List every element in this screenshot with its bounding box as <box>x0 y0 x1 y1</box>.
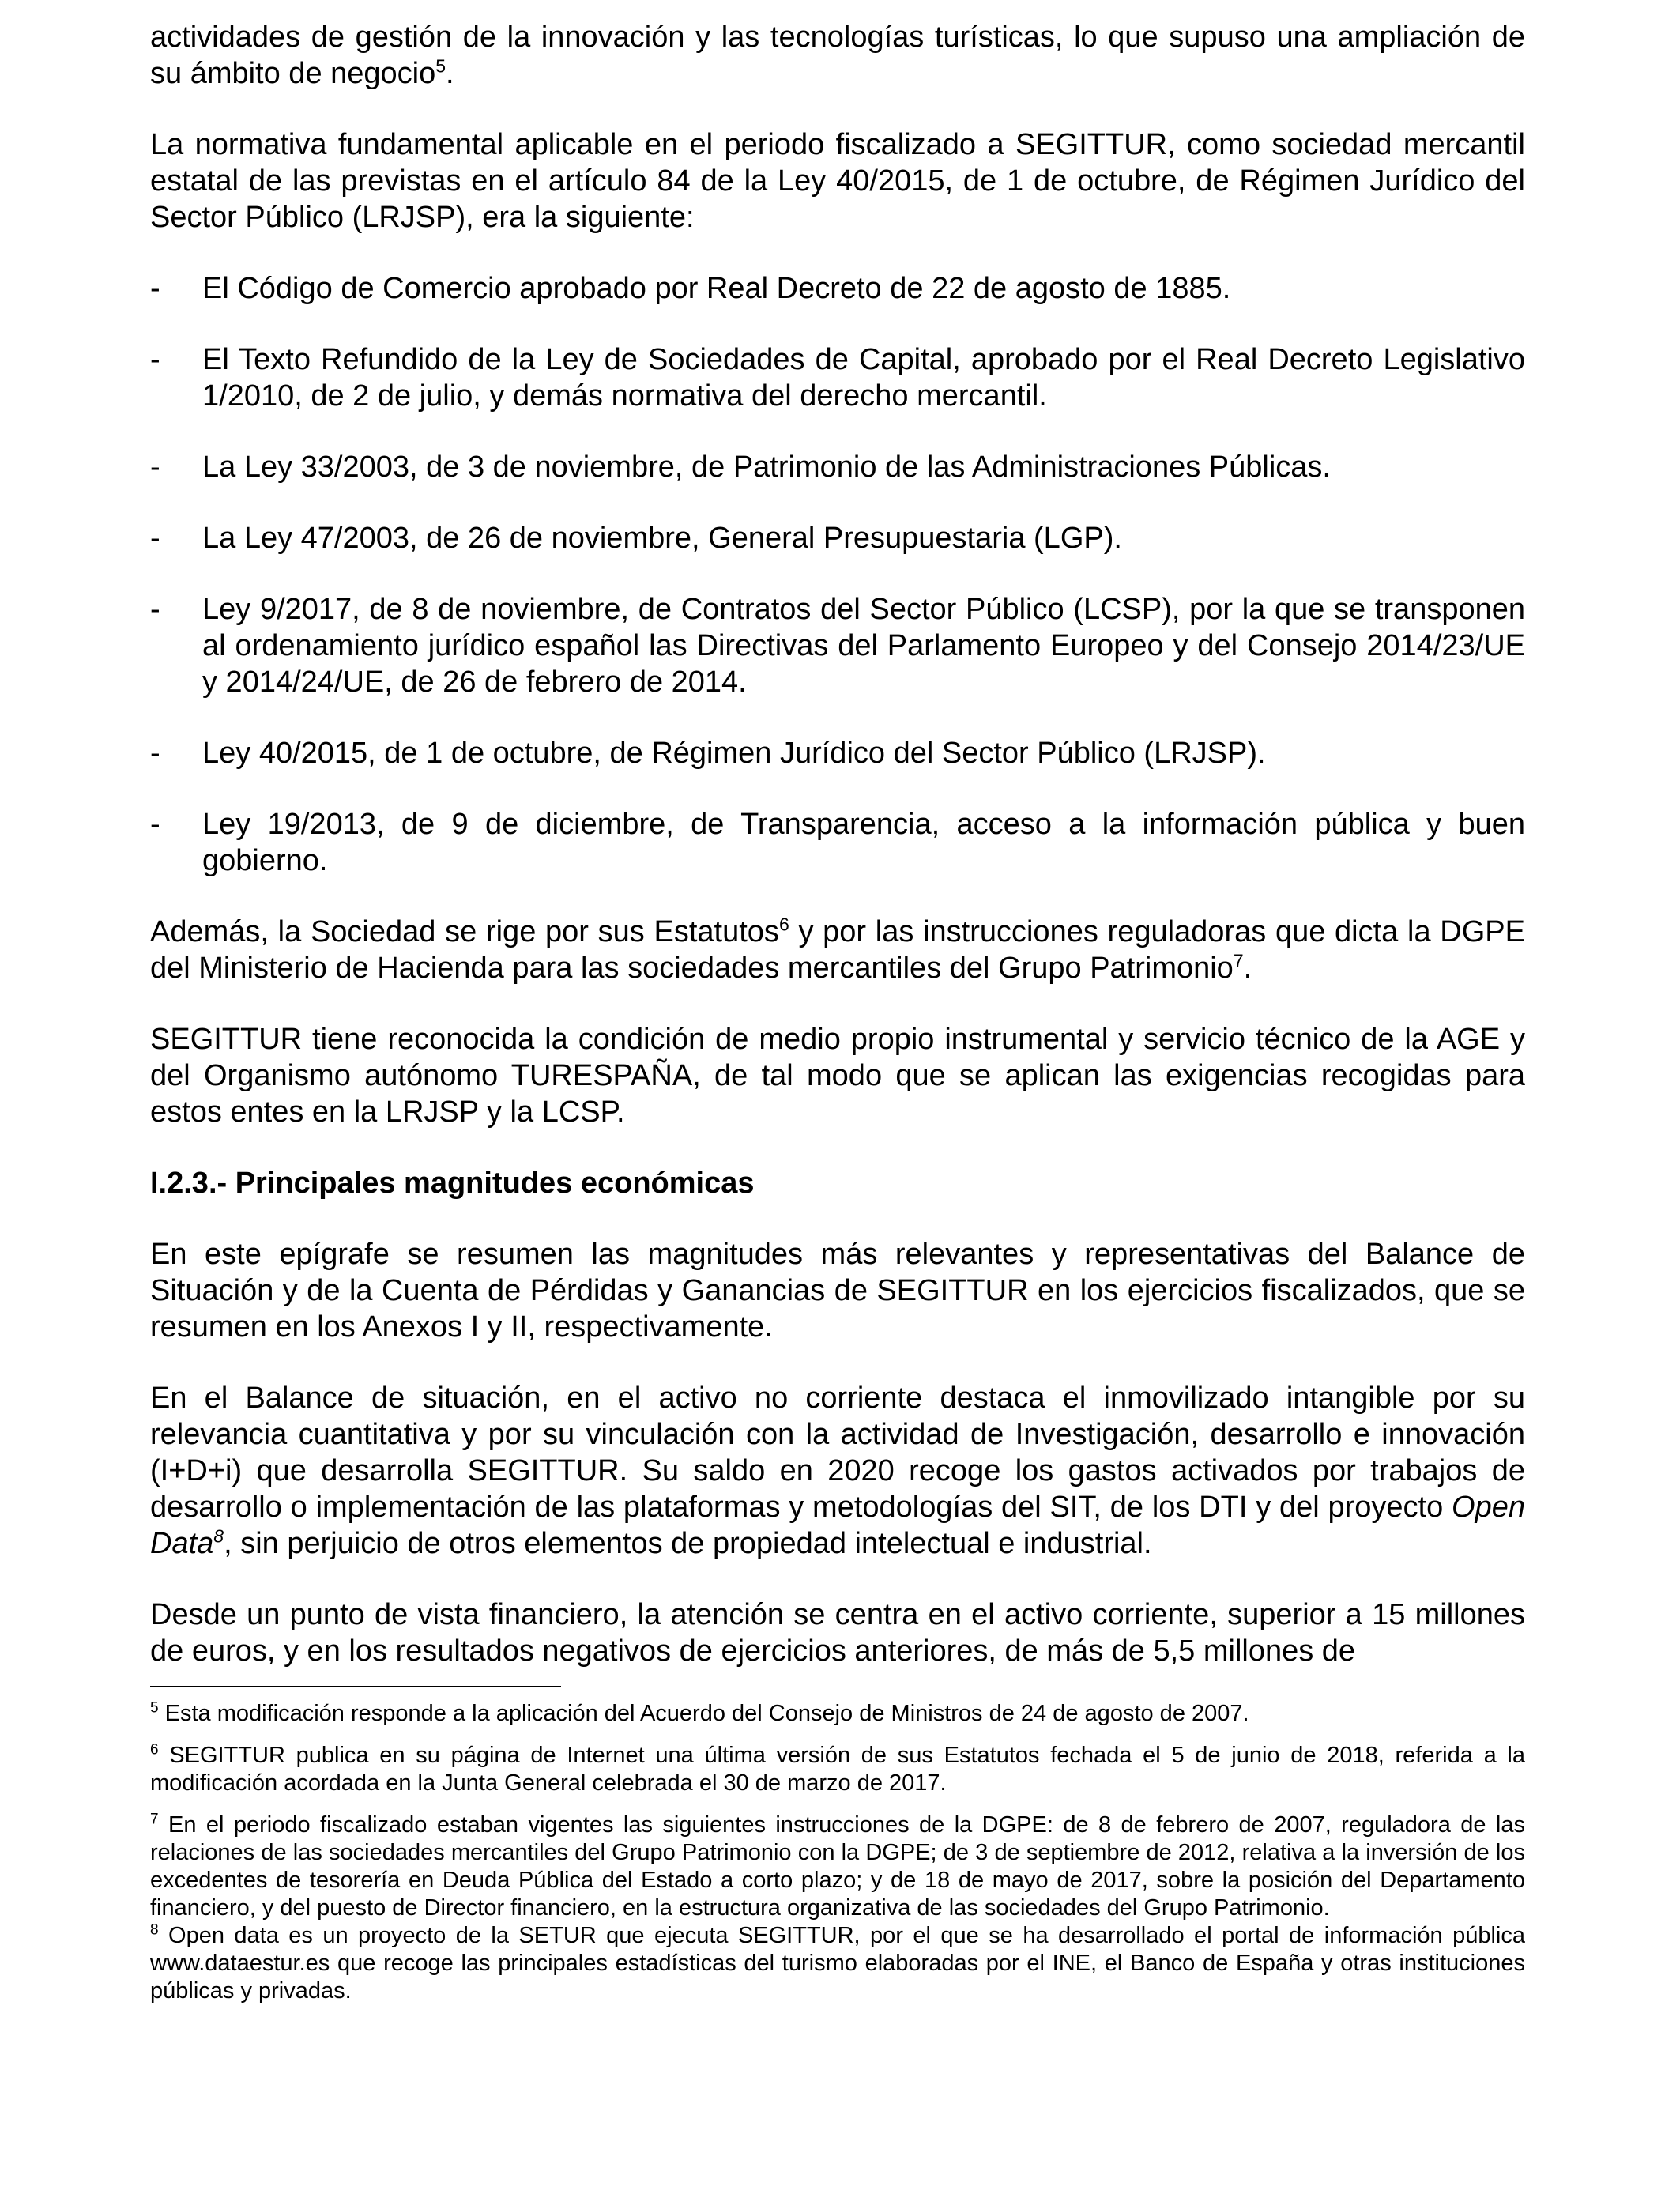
paragraph-intro <box>150 19 1525 92</box>
paragraph-financiero: Desde un punto de vista financiero, la atención se centra en el activo corriente, superior a 15 millones de euros, y en los resultados negativos de ejercicios anteriores, de más de 5,5 millones de <box>150 1598 1525 1668</box>
list-item-text: El Texto Refundido de la Ley de Sociedades de Capital, aprobado por el Real Decreto Legislativo 1/2010, de 2 de julio, y demás normativa del derecho mercantil. <box>202 343 1525 413</box>
paragraph-normativa: La normativa fundamental aplicable en el periodo fiscalizado a SEGITTUR, como sociedad mercantil estatal de las previstas en el artículo 84 de la Ley 40/2015, de 1 de octubre, de Régimen Jurídico del Sector Público (LRJSP), era la siguiente: <box>150 128 1525 234</box>
list-item <box>150 520 1525 556</box>
footnote-ref-8[interactable] <box>213 1525 224 1546</box>
list-item-text: La Ley 47/2003, de 26 de noviembre, General Presupuestaria (LGP). <box>202 522 1122 555</box>
open-data-term: Open Data <box>150 1491 1525 1560</box>
footnote-ref-7[interactable]: 7 <box>1233 950 1244 971</box>
list-item-text: Ley 19/2013, de 9 de diciembre, de Transparencia, acceso a la información pública y buen gobierno. <box>202 808 1525 877</box>
list-item-text: Ley 9/2017, de 8 de noviembre, de Contratos del Sector Público (LCSP), por la que se transponen al ordenamiento jurídico español las Directivas del Parlamento Europeo y del Consejo 2014/23/UE y 2014/24/UE, de 26 de febrero de 2014. <box>202 593 1525 699</box>
list-item <box>150 449 1525 485</box>
list-item-text: Ley 40/2015, de 1 de octubre, de Régimen Jurídico del Sector Público (LRJSP). <box>202 737 1266 770</box>
footnote-text: SEGITTUR publica en su página de Internet una última versión de sus Estatutos fechada el 5 de junio de 2018, referida a la modificación acordada en la Junta General celebrada el 30 de marzo de 2017. <box>150 1743 1525 1796</box>
footnote-7 <box>150 1811 1525 1922</box>
paragraph-estatutos <box>150 914 1525 986</box>
footnote-separator <box>150 1686 561 1687</box>
list-dash: - <box>150 272 160 305</box>
paragraph-text: , sin perjuicio de otros elementos de propiedad intelectual e industrial. <box>224 1527 1152 1560</box>
footnote-5 <box>150 1700 1525 1728</box>
footnote-number: 8 <box>150 1921 159 1939</box>
body-text <box>150 19 1525 1669</box>
paragraph-text: actividades de gestión de la innovación y las tecnologías turísticas, lo que supuso una ampliación de su ámbito de negocio <box>150 21 1525 90</box>
footnote-6 <box>150 1742 1525 1797</box>
footnote-8 <box>150 1922 1525 2005</box>
section-heading: I.2.3.- Principales magnitudes económicas <box>150 1167 755 1200</box>
footnote-number: 7 <box>150 1811 159 1828</box>
paragraph-text: Además, la Sociedad se rige por sus Estatutos <box>150 915 779 948</box>
paragraph-text: y por las instrucciones reguladoras que dicta la DGPE del Ministerio de Hacienda para las sociedades mercantiles del Grupo Patrimonio <box>150 915 1526 985</box>
footnote-ref-number: 8 <box>213 1525 224 1547</box>
footnote-text: En el periodo fiscalizado estaban vigentes las siguientes instrucciones de la DGPE: de 8 de febrero de 2007, reguladora de las relaciones de las sociedades mercantiles del Grupo Patrimonio con la DGPE; de 3 de septiembre de 2012, relativa a la inversión de los excedentes de tesorería en Deuda Pública del Estado a corto plazo; y de 18 de mayo de 2017, sobre la posición del Departamento financiero, y del puesto de Director financiero, en la estructura organizativa de las sociedades del Grupo Patrimonio. <box>150 1812 1525 1921</box>
footnote-number: 5 <box>150 1699 159 1717</box>
paragraph-medio-propio: SEGITTUR tiene reconocida la condición de medio propio instrumental y servicio técnico de la AGE y del Organismo autónomo TURESPAÑA, de tal modo que se aplican las exigencias recogidas para estos entes en la LRJSP y la LCSP. <box>150 1023 1525 1129</box>
footnote-text: Open data es un proyecto de la SETUR que ejecuta SEGITTUR, por el que se ha desarrollado el portal de información pública www.dataestur.es que recoge las principales estadísticas del turismo elaboradas por el INE, el Banco de España y otras instituciones públicas y privadas. <box>150 1923 1525 2004</box>
footnote-number: 6 <box>150 1741 159 1759</box>
paragraph-magnitudes: En este epígrafe se resumen las magnitudes más relevantes y representativas del Balance de Situación y de la Cuenta de Pérdidas y Ganancias de SEGITTUR en los ejercicios fiscalizados, que se resumen en los Anexos I y II, respectivamente. <box>150 1238 1525 1344</box>
list-dash: - <box>150 450 160 484</box>
footnote-ref-6[interactable]: 6 <box>778 914 789 935</box>
list-dash: - <box>150 737 160 770</box>
footnote-ref-5[interactable]: 5 <box>435 55 446 77</box>
list-dash: - <box>150 593 160 626</box>
list-item <box>150 270 1525 307</box>
list-item <box>150 591 1525 700</box>
paragraph-balance <box>150 1380 1525 1562</box>
list-item-text: La Ley 33/2003, de 3 de noviembre, de Patrimonio de las Administraciones Públicas. <box>202 450 1331 484</box>
paragraph-text: . <box>446 57 454 90</box>
footnotes <box>150 1700 1525 2005</box>
list-dash: - <box>150 808 160 841</box>
list-item-text: El Código de Comercio aprobado por Real Decreto de 22 de agosto de 1885. <box>202 272 1231 305</box>
footnote-text: Esta modificación responde a la aplicación del Acuerdo del Consejo de Ministros de 24 de agosto de 2007. <box>158 1701 1249 1726</box>
list-dash: - <box>150 343 160 376</box>
list-item <box>150 341 1525 414</box>
paragraph-text: En el Balance de situación, en el activo no corriente destaca el inmovilizado intangible por su relevancia cuantitativa y por su vinculación con la actividad de Investigación, desarrollo e innovación (I+D+i) que desarrolla SEGITTUR. Su saldo en 2020 recoge los gastos activados por trabajos de desarrollo o implementación de las plataformas y metodologías del SIT, de los DTI y del proyecto <box>150 1382 1525 1524</box>
paragraph-text: . <box>1243 952 1252 985</box>
list-item <box>150 806 1525 879</box>
list-item <box>150 735 1525 771</box>
list-dash: - <box>150 522 160 555</box>
